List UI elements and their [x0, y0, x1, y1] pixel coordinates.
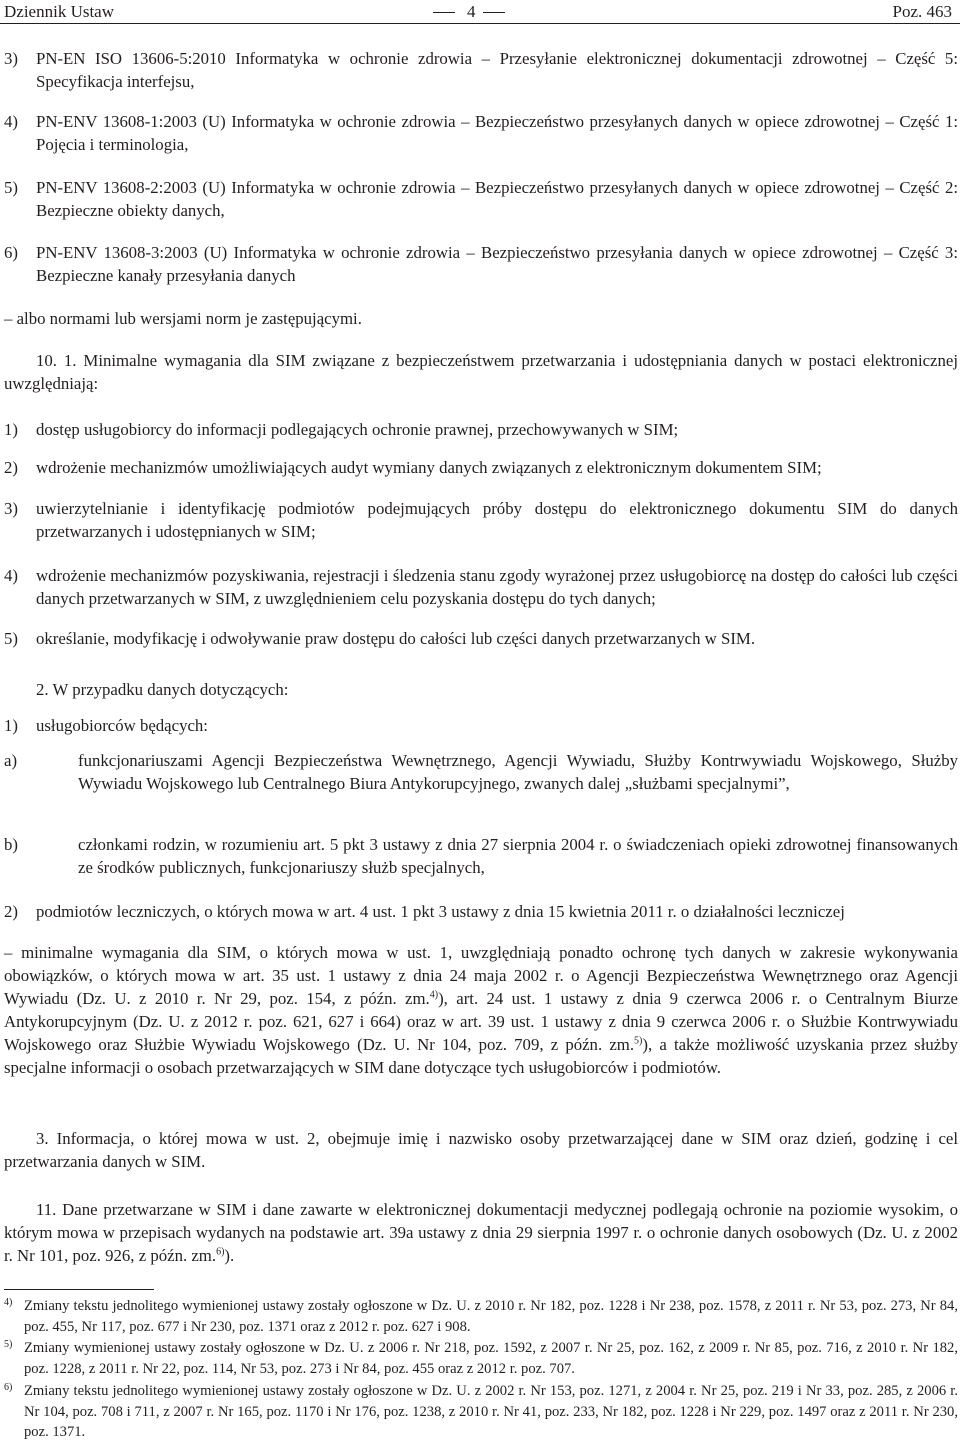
data-category-item: 1) usługobiorców będących:: [4, 716, 208, 735]
section-10-par2-tail: – minimalne wymagania dla SIM, o których mowa w ust. 1, uwzględniają ponadto ochronę tych danych w zakresie wykonywania obowiązków, o których mowa w art. 35 ust. 1 ustawy z dnia 24 maja 2002 r. o Agencji Bezpieczeństwa Wewnętrznego oraz Agencji Wywiadu (Dz. U. z 2010 r. Nr 29, poz. 154, z późn. zm.$^{4)}$), art. 24 ust. 1 ustawy z dnia 9 czerwca 2006 r. o Centralnym Biurze Antykorupcyjnym (Dz. U. z 2012 r. poz. 621, 627 i 664) oraz w art. 39 ust. 1 ustawy z dnia 9 czerwca 2006 r. o Służbie Kontrwywiadu Wojskowego oraz Służbie Wywiadu Wojskowego (Dz. U. Nr 104, poz. 709, z późn. zm.$^{5)}$), a także możliwość uzyskania przez służby specjalne informacji o osobach przetwarzających w SIM dane dotyczące tych usługobiorców i podmiotów.: [4, 943, 959, 1077]
footnote-ref[interactable]: 5): [634, 1035, 643, 1047]
footnote-mark: 4): [4, 1297, 13, 1308]
position-number: Poz. 463: [892, 2, 952, 21]
section-10-intro: 10. 1. Minimalne wymagania dla SIM związane z bezpieczeństwem przetwarzania i udostępniania danych w postaci elektronicznej uwzględniają:: [4, 351, 958, 393]
section-10-par2: 2. W przypadku danych dotyczących:: [36, 680, 289, 699]
standard-item: 5) PN-ENV 13608-2:2003 (U) Informatyka w ochronie zdrowia – Bezpieczeństwo przesyłanych danych w opiece zdrowotnej – Część 2: Bezpieczne obiekty danych,: [4, 178, 958, 220]
standard-item: 3) PN-EN ISO 13606-5:2010 Informatyka w ochronie zdrowia – Przesyłanie elektronicznej dokumentacji zdrowotnej – Część 5: Specyfikacja interfejsu,: [4, 49, 958, 91]
requirement-item: 4) wdrożenie mechanizmów pozyskiwania, rejestracji i śledzenia stanu zgody wyrażonej przez usługobiorcę na dostęp do całości lub części danych przetwarzanych w SIM, z uwzględnieniem celu pozyskania dostępu do tych danych;: [4, 566, 958, 608]
section-11: 11. Dane przetwarzane w SIM i dane zawarte w elektronicznej dokumentacji medycznej podlegają ochronie na poziomie wysokim, o którym mowa w przepisach wydanych na podstawie art. 39a ustawy z dnia 29 sierpnia 1997 r. o ochronie danych osobowych (Dz. U. z 2002 r. Nr 101, poz. 926, z późn. zm.$^{6)}$).: [4, 1200, 958, 1265]
footnote: 4) Zmiany tekstu jednolitego wymienionej ustawy zostały ogłoszone w Dz. U. z 2010 r. Nr 182, poz. 1228 i Nr 238, poz. 1578, z 2011 r. Nr 53, poz. 273, Nr 84, poz. 455, Nr 117, poz. 677 i Nr 230, poz. 1371 oraz z 2012 r. poz. 627 i 908.: [24, 1296, 958, 1337]
page-header: [0, 0, 960, 24]
journal-title: Dziennik Ustaw: [4, 2, 115, 21]
requirement-item: 3) uwierzytelnianie i identyfikację podmiotów podejmujących próby dostępu do elektronicznego dokumentu SIM do danych przetwarzanych i udostępnianych w SIM;: [4, 499, 958, 541]
data-category-item: 2) podmiotów leczniczych, o których mowa w art. 4 ust. 1 pkt 3 ustawy z dnia 15 kwietnia 2011 r. o działalności leczniczej: [4, 902, 845, 921]
section-10-par3: 3. Informacja, o której mowa w ust. 2, obejmuje imię i nazwisko osoby przetwarzającej dane w SIM oraz dzień, godzinę i cel przetwarzania danych w SIM.: [4, 1129, 958, 1171]
requirement-item: 2) wdrożenie mechanizmów umożliwiających audyt wymiany danych związanych z elektronicznym dokumentem SIM;: [4, 458, 822, 477]
footnote: 6) Zmiany tekstu jednolitego wymienionej ustawy zostały ogłoszone w Dz. U. z 2002 r. Nr 153, poz. 1271, z 2004 r. Nr 25, poz. 219 i Nr 33, poz. 285, z 2006 r. Nr 104, poz. 708 i 711, z 2007 r. Nr 165, poz. 1170 i Nr 176, poz. 1238, z 2010 r. Nr 41, poz. 233, Nr 182, poz. 1228 i Nr 229, poz. 1497 oraz z 2011 r. Nr 230, poz. 1371.: [24, 1381, 958, 1443]
sub-item: b) członkami rodzin, w rozumieniu art. 5 pkt 3 ustawy z dnia 27 sierpnia 2004 r. o świadczeniach opieki zdrowotnej finansowanych ze środków publicznych, funkcjonariuszy służb specjalnych,: [4, 835, 958, 877]
header-dash-left: [433, 12, 455, 13]
requirement-item: 5) określanie, modyfikację i odwoływanie praw dostępu do całości lub części danych przetwarzanych w SIM.: [4, 629, 756, 648]
footnote-mark: 6): [4, 1382, 13, 1393]
requirement-item: 1) dostęp usługobiorcy do informacji podlegających ochronie prawnej, przechowywanych w SIM;: [4, 420, 679, 439]
standard-item: 6) PN-ENV 13608-3:2003 (U) Informatyka w ochronie zdrowia – Bezpieczeństwo przesyłania danych w opiece zdrowotnej – Część 3: Bezpieczne kanały przesyłania danych: [4, 243, 958, 285]
header-dash-right: [483, 12, 505, 13]
page-number: 4: [467, 2, 476, 21]
footnote: 5) Zmiany wymienionej ustawy zostały ogłoszone w Dz. U. z 2006 r. Nr 218, poz. 1592, z 2007 r. Nr 25, poz. 162, z 2009 r. Nr 85, poz. 716, z 2010 r. Nr 182, poz. 1228, z 2011 r. Nr 22, poz. 114, Nr 53, poz. 273 i Nr 84, poz. 455 oraz z 2012 r. poz. 707.: [24, 1338, 958, 1379]
footnote-ref[interactable]: 4): [429, 989, 439, 1001]
standards-tail: – albo normami lub wersjami norm je zastępującymi.: [4, 309, 362, 328]
footnote-separator: [4, 1289, 154, 1290]
footnote-ref[interactable]: 6): [216, 1246, 225, 1258]
footnote-mark: 5): [4, 1339, 13, 1350]
standard-item: 4) PN-ENV 13608-1:2003 (U) Informatyka w ochronie zdrowia – Bezpieczeństwo przesyłanych danych w opiece zdrowotnej – Część 1: Pojęcia i terminologia,: [4, 112, 958, 154]
sub-item: a) funkcjonariuszami Agencji Bezpieczeństwa Wewnętrznego, Agencji Wywiadu, Służby Kontrwywiadu Wojskowego, Służby Wywiadu Wojskowego lub Centralnego Biura Antykorupcyjnego, zwanych dalej „służbami specjalnymi”,: [4, 751, 958, 793]
header-rule: [0, 23, 960, 24]
